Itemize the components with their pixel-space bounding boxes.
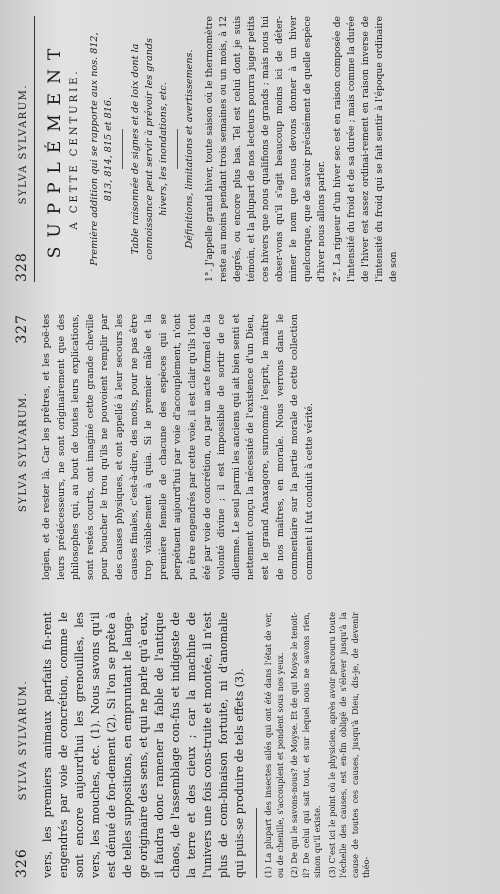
addition-heading: Première addition qui se rapporte aux nos. 812, 813, 814, 815 et 816.: [89, 32, 114, 266]
paragraph-1: 1°. J'appelle grand hiver, toute saison où le thermomètre reste au moins pendant trois semaines ou un mois, à 12 degrés, ou encore plus bas. Tel est celui dont je suis témoin, et la plupart de nos lecteurs pourra juger petits ces hivers que nous qualifions de grands ; mais nous lui obser-vons qu'il s'agit beaucoup moins ici de déter-miner le nom que nous devons donner à un hiver quelconque, que de savoir précisément de quelle espèce d'hiver nous allons parler.: [204, 16, 327, 282]
divider: [122, 129, 123, 169]
running-head: [0, 298, 34, 596]
body-text: [203, 0, 401, 298]
divider: [177, 129, 178, 169]
running-head: [0, 0, 34, 298]
section-heading: Définitions, limitations et avertissemens.: [184, 49, 195, 249]
page-327: [0, 298, 500, 596]
footnote-2: (2) De qui le savons-nous? de Moyse. Et de qui Moyse le tenoit-il? De celui qui sait tout, et sur lequel nous ne savons rien, sinon qu'il existe.: [289, 612, 322, 878]
header-rule: [34, 16, 35, 282]
paragraph-2: 2°. La rigueur d'un hiver sec est en raison composée de l'intensité du froid et de sa durée ; mais comme la durée de l'hiver est assez ordinai-rement en raison inverse de l'intensité du froid qui se fait sentir à l'époque ordinaire de son: [332, 16, 399, 282]
page-number: 326: [14, 848, 30, 878]
header-title: SYLVA SYLVARUM.: [18, 391, 29, 513]
page-number: 327: [14, 314, 30, 344]
table-heading: Table raisonnée de signes et de loix dont la connoissance peut servir à prévoir les grands hivers, les inondations, etc.: [130, 38, 169, 260]
body-text: [34, 596, 248, 894]
header-title: SYLVA SYLVARUM.: [18, 679, 29, 801]
page-326: [0, 596, 500, 894]
page-328-content: [0, 0, 500, 298]
supplement-title: SUPPLÉMENT: [45, 39, 65, 259]
footnote-3: (3) C'est ici le point où le physicien, après avoir parcouru toute l'échelle des causes, est en-fin obligé de s'élever jusqu'à la cause de toutes ces causes, jusqu'à Dieu, dis-je, de devenir théo-: [326, 612, 371, 878]
page-326-content: [0, 596, 500, 894]
running-head: [0, 596, 34, 894]
paragraph: vers, les premiers animaux parfaits fu-rent engendrés par voie de concrétion, comme le sont encore aujourd'hui les grenouilles, les vers, les mouches, etc. (1). Nous savons qu'il est dénué de fon-dement (2). Si l'on se prête à de telles suppositions, en empruntant le langa-ge originaire des sens, et qui ne parle qu'à eux, il faudra donc ramener la fable de l'antique chaos, de l'assemblage con-fus et indigeste de la terre et des cieux ; car la machine de l'univers une fois cons-truite et montée, il n'est plus de com-binaison fortuite, ni d'anomalie qui puis-se produire de tels effets (3).: [41, 612, 246, 878]
body-text: [34, 298, 317, 596]
page-328: [0, 0, 500, 298]
footnotes: [263, 596, 373, 894]
page-number: 328: [14, 252, 30, 282]
paragraph: logien, et de rester là. Car les prêtres, et les poë-tes leurs prédécesseurs, ne sont originairement que des philosophes qui, au bout de toutes leurs explications, sont restés courts, ont imaginé cette grande cheville pour boucher le trou qu'ils ne pouvoient remplir par des causes physiques, et ont appellé à leur secours les causes finales, c'est-à-dire, des mots, pour ne pas être trop visible-ment à quia. Si le premier mâle et la première femelle de chacune des espèces qui se perpétuent aujourd'hui par voie d'accouplement, n'ont pu être engendrés par cette voie, il est clair qu'ils l'ont été par voie de concrétion, ou par un acte formel de la volonté divine ; il est impossible de sortir de ce dilemme. Le seul parmi les anciens qui ait bien senti et nettement conçu la nécessité de l'existence d'un Dieu, est le grand Anaxagore, surnommé l'esprit, le maître de nos maîtres, en morale. Nous verrons dans le commentaire sur la partie morale de cette collection comment il fut conduit à cette vérité.: [41, 314, 315, 580]
footnote-rule: [256, 808, 257, 878]
page-327-content: [0, 298, 500, 596]
header-title: SYLVA SYLVARUM.: [18, 83, 29, 205]
footnote-1: (1) La plupart des insectes ailés qui ont été dans l'état de ver, ou de chenille, s'accouplent et pondent sous nos yeux.: [263, 612, 285, 878]
supplement-subtitle: A CETTE CENTURIE.: [69, 68, 80, 230]
